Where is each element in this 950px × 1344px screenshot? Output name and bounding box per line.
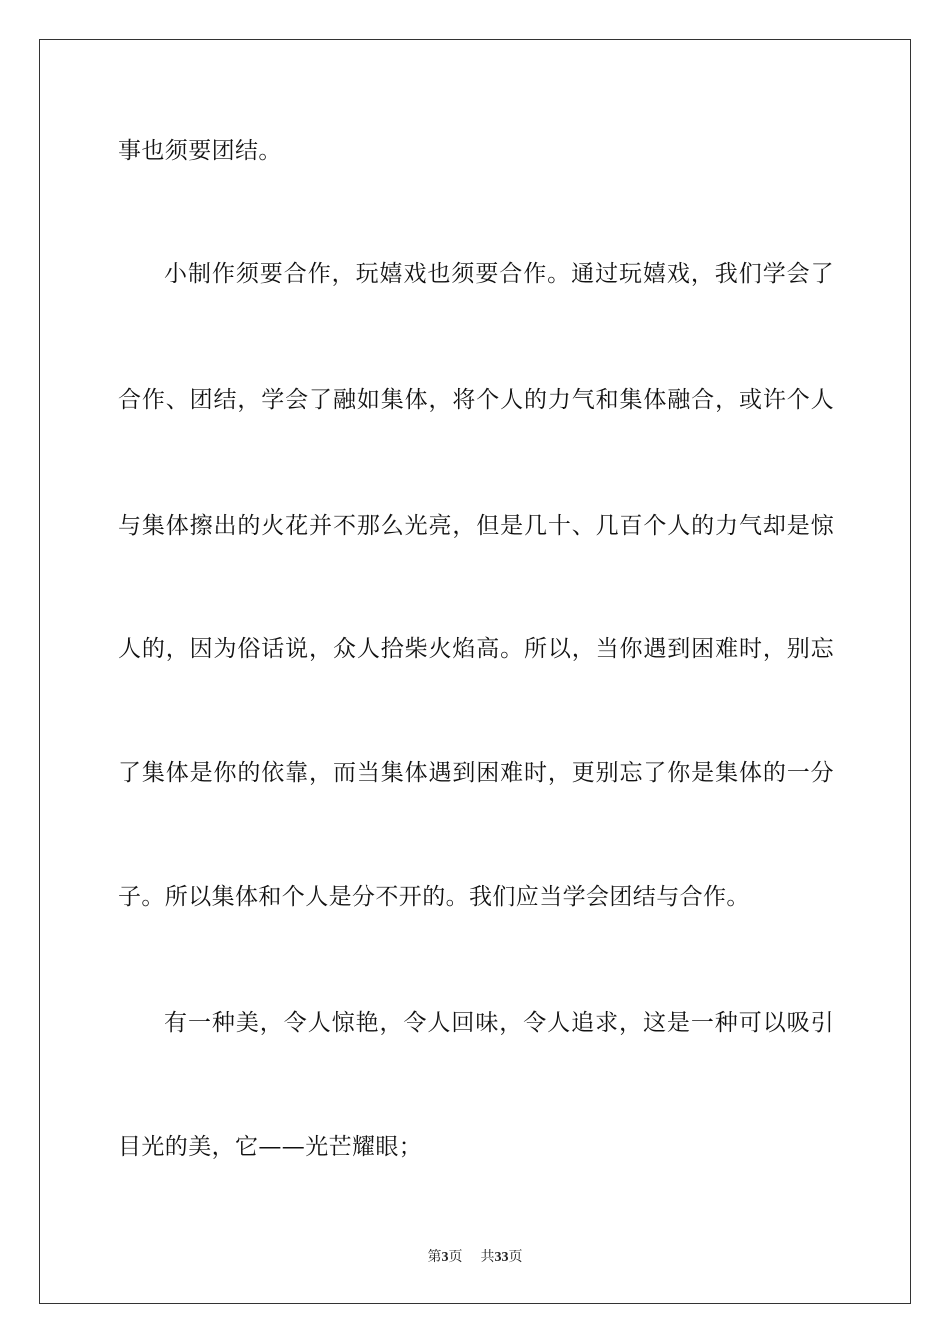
text-line-2-paragraph-start: 小制作须要合作，玩嬉戏也须要合作。通过玩嬉戏，我们学会了 bbox=[164, 261, 834, 287]
page-suffix: 页 bbox=[448, 1249, 463, 1265]
page-number: 3 bbox=[441, 1250, 449, 1265]
text-line-4: 与集体擦出的火花并不那么光亮，但是几十、几百个人的力气却是惊 bbox=[118, 513, 834, 539]
text-line-9: 目光的美，它——光芒耀眼； bbox=[118, 1134, 423, 1160]
page-frame bbox=[39, 39, 911, 1304]
text-line-7: 子。所以集体和个人是分不开的。我们应当学会团结与合作。 bbox=[118, 884, 750, 910]
total-suffix: 页 bbox=[508, 1249, 523, 1265]
text-line-8-paragraph-start: 有一种美，令人惊艳，令人回味，令人追求，这是一种可以吸引 bbox=[164, 1010, 834, 1036]
text-line-6: 了集体是你的依靠，而当集体遇到困难时，更别忘了你是集体的一分 bbox=[118, 760, 834, 786]
total-pages: 33 bbox=[494, 1250, 509, 1265]
text-line-5: 人的，因为俗话说，众人拾柴火焰高。所以，当你遇到困难时，别忘 bbox=[118, 636, 834, 662]
total-prefix: 共 bbox=[480, 1249, 495, 1265]
page-prefix: 第 bbox=[427, 1249, 442, 1265]
page-footer bbox=[0, 1248, 950, 1267]
text-line-3: 合作、团结，学会了融如集体，将个人的力气和集体融合，或许个人 bbox=[118, 387, 834, 413]
text-line-1: 事也须要团结。 bbox=[118, 138, 282, 164]
